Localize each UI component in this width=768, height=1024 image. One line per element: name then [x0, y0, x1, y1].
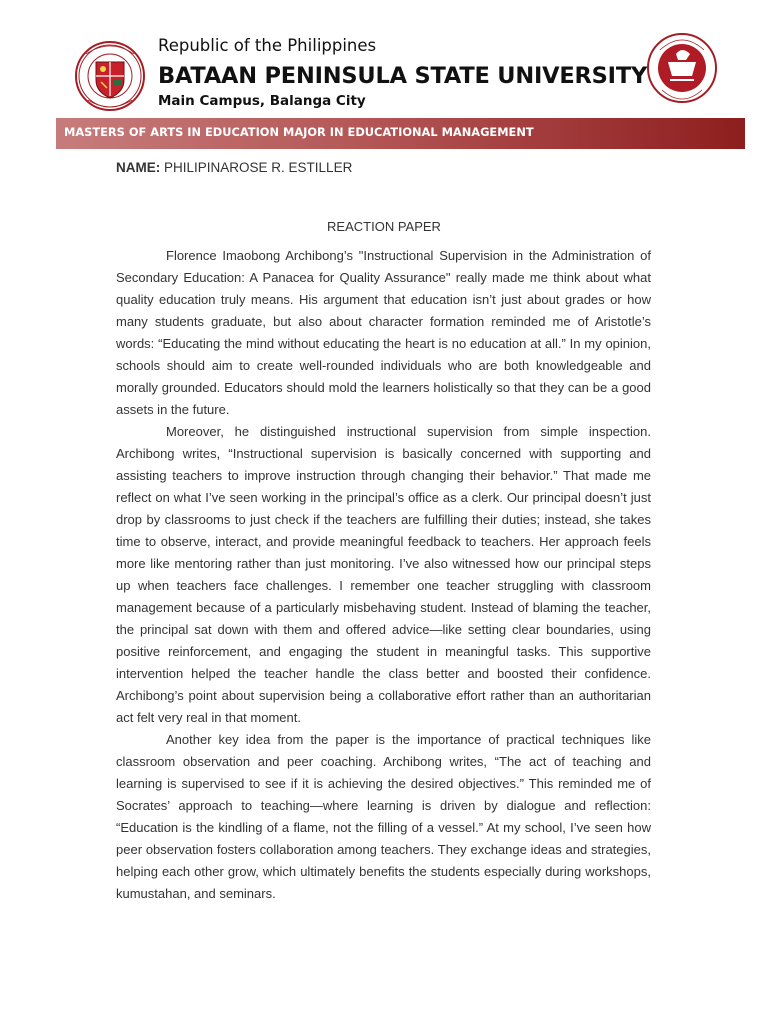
document-title: REACTION PAPER — [327, 219, 441, 234]
student-name: PHILIPINAROSE R. ESTILLER — [164, 160, 353, 175]
name-label: NAME: — [116, 160, 161, 175]
university-name: BATAAN PENINSULA STATE UNIVERSITY — [158, 63, 648, 89]
student-name-line — [116, 160, 352, 175]
program-banner — [56, 118, 745, 149]
campus-subheading: Main Campus, Balanga City — [158, 93, 366, 109]
program-title: MASTERS OF ARTS IN EDUCATION MAJOR IN EDUCATIONAL MANAGEMENT — [64, 125, 534, 139]
body-paragraph: Another key idea from the paper is the importance of practical techniques like classroom observation and peer coaching. Archibong writes, “The act of teaching and learning is supervised to see if it is achieving the desired objectives.” This reminded me of Socrates’ approach to teaching—where learning is driven by dialogue and reflection: “Education is the kindling of a flame, not the filling of a vessel.” At my school, I’ve seen how peer observation fosters collaboration among teachers. They exchange ideas and strategies, helping each other grow, which ultimately benefits the students especially during workshops, kumustahan, and seminars. — [116, 732, 651, 901]
body-paragraph: Florence Imaobong Archibong’s "Instructional Supervision in the Administration of Secondary Education: A Panacea for Quality Assurance" really made me think about what quality education truly means. His argument that education isn’t just about grades or how many students graduate, but also about character formation reminded me of Aristotle’s words: “Educating the mind without educating the heart is no education at all.” In my opinion, schools should aim to create well-rounded individuals who are both knowledgeable and morally grounded. Educators should mold the learners holistically so that they can be a good assets in the future. — [116, 248, 651, 417]
republic-heading: Republic of the Philippines — [158, 36, 377, 55]
document-body — [116, 245, 651, 905]
graduate-school-seal-logo — [646, 24, 718, 122]
body-paragraph: Moreover, he distinguished instructional supervision from simple inspection. Archibong writes, “Instructional supervision is basically concerned with supporting and assisting teachers to improve instruction through changing their behavior.” That made me reflect on what I’ve seen working in the principal’s office as a clerk. Our principal doesn’t just drop by classrooms to just check if the teachers are fulfilling their duties; instead, she takes time to observe, interact, and provide meaningful feedback to teachers. Her approach feels more like mentoring rather than just monitoring. I’ve also witnessed how our principal steps up when teachers face challenges. I remember one teacher struggling with classroom management because of a particularly misbehaving student. Instead of blaming the teacher, the principal sat down with them and offered advice—like setting clear boundaries, using positive reinforcement, and engaging the student in meaningful tasks. This supportive intervention helped the teacher handle the class better and boosted their confidence. Archibong’s point about supervision being a collaborative effort rather than an authoritarian act felt very real in that moment. — [116, 424, 651, 725]
university-seal-logo — [74, 40, 146, 112]
